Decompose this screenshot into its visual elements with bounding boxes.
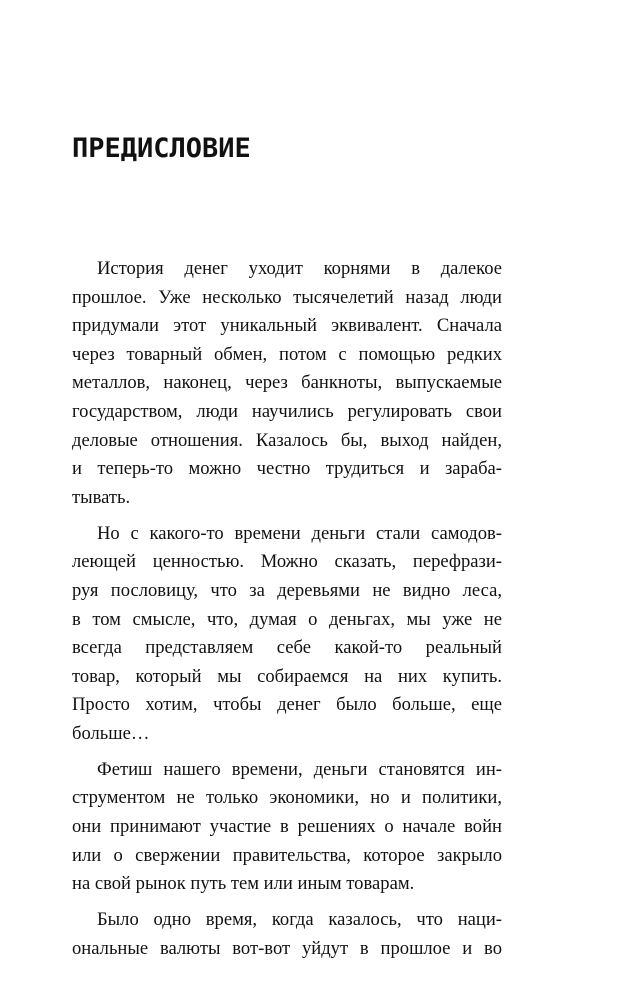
text-line: придумали этот уникальный эквивалент. Сначала bbox=[72, 315, 502, 337]
text-line: тывать. bbox=[72, 486, 131, 508]
paragraph-3 bbox=[72, 756, 502, 899]
text-line: больше… bbox=[72, 722, 150, 744]
paragraph-2 bbox=[72, 520, 502, 749]
text-line: История денег уходит корнями в далекое bbox=[97, 258, 502, 279]
text-line: всегда представляем себе какой-то реальный bbox=[72, 637, 502, 659]
text-line: на свой рынок путь тем или иным товарам. bbox=[72, 873, 415, 895]
text-line: деловые отношения. Казалось бы, выход найден, bbox=[72, 429, 502, 451]
text-line: металлов, наконец, через банкноты, выпускаемые bbox=[72, 372, 502, 394]
text-line: или о свержении правительства, которое закрыло bbox=[72, 844, 502, 866]
text-line: прошлое. Уже несколько тысячелетий назад люди bbox=[72, 286, 502, 308]
paragraph-4 bbox=[72, 906, 502, 963]
text-line: через товарный обмен, потом с помощью редких bbox=[72, 343, 502, 365]
text-line: Но с какого-то времени деньги стали самодов- bbox=[97, 522, 502, 544]
text-line: государством, люди научились регулировать свои bbox=[72, 400, 502, 422]
body-text bbox=[72, 255, 502, 971]
text-line: Было одно время, когда казалось, что наци- bbox=[97, 909, 502, 931]
paragraph-1 bbox=[72, 255, 502, 512]
text-line: Фетиш нашего времени, деньги становятся ин- bbox=[97, 758, 502, 780]
text-line: ональные валюты вот-вот уйдут в прошлое и во bbox=[72, 937, 502, 959]
text-line: руя пословицу, что за деревьями не видно леса, bbox=[72, 579, 502, 601]
text-line: Просто хотим, чтобы денег было больше, еще bbox=[72, 694, 502, 716]
text-line: они принимают участие в решениях о начале войн bbox=[72, 816, 502, 838]
chapter-title: ПРЕДИСЛОВИЕ bbox=[72, 133, 251, 164]
text-line: и теперь-то можно честно трудиться и зараба- bbox=[72, 458, 502, 480]
text-line: в том смысле, что, думая о деньгах, мы уже не bbox=[72, 608, 502, 630]
text-line: струментом не только экономики, но и политики, bbox=[72, 787, 502, 809]
text-line: леющей ценностью. Можно сказать, перефрази- bbox=[72, 551, 502, 573]
text-line: товар, который мы собираемся на них купить. bbox=[72, 665, 502, 687]
